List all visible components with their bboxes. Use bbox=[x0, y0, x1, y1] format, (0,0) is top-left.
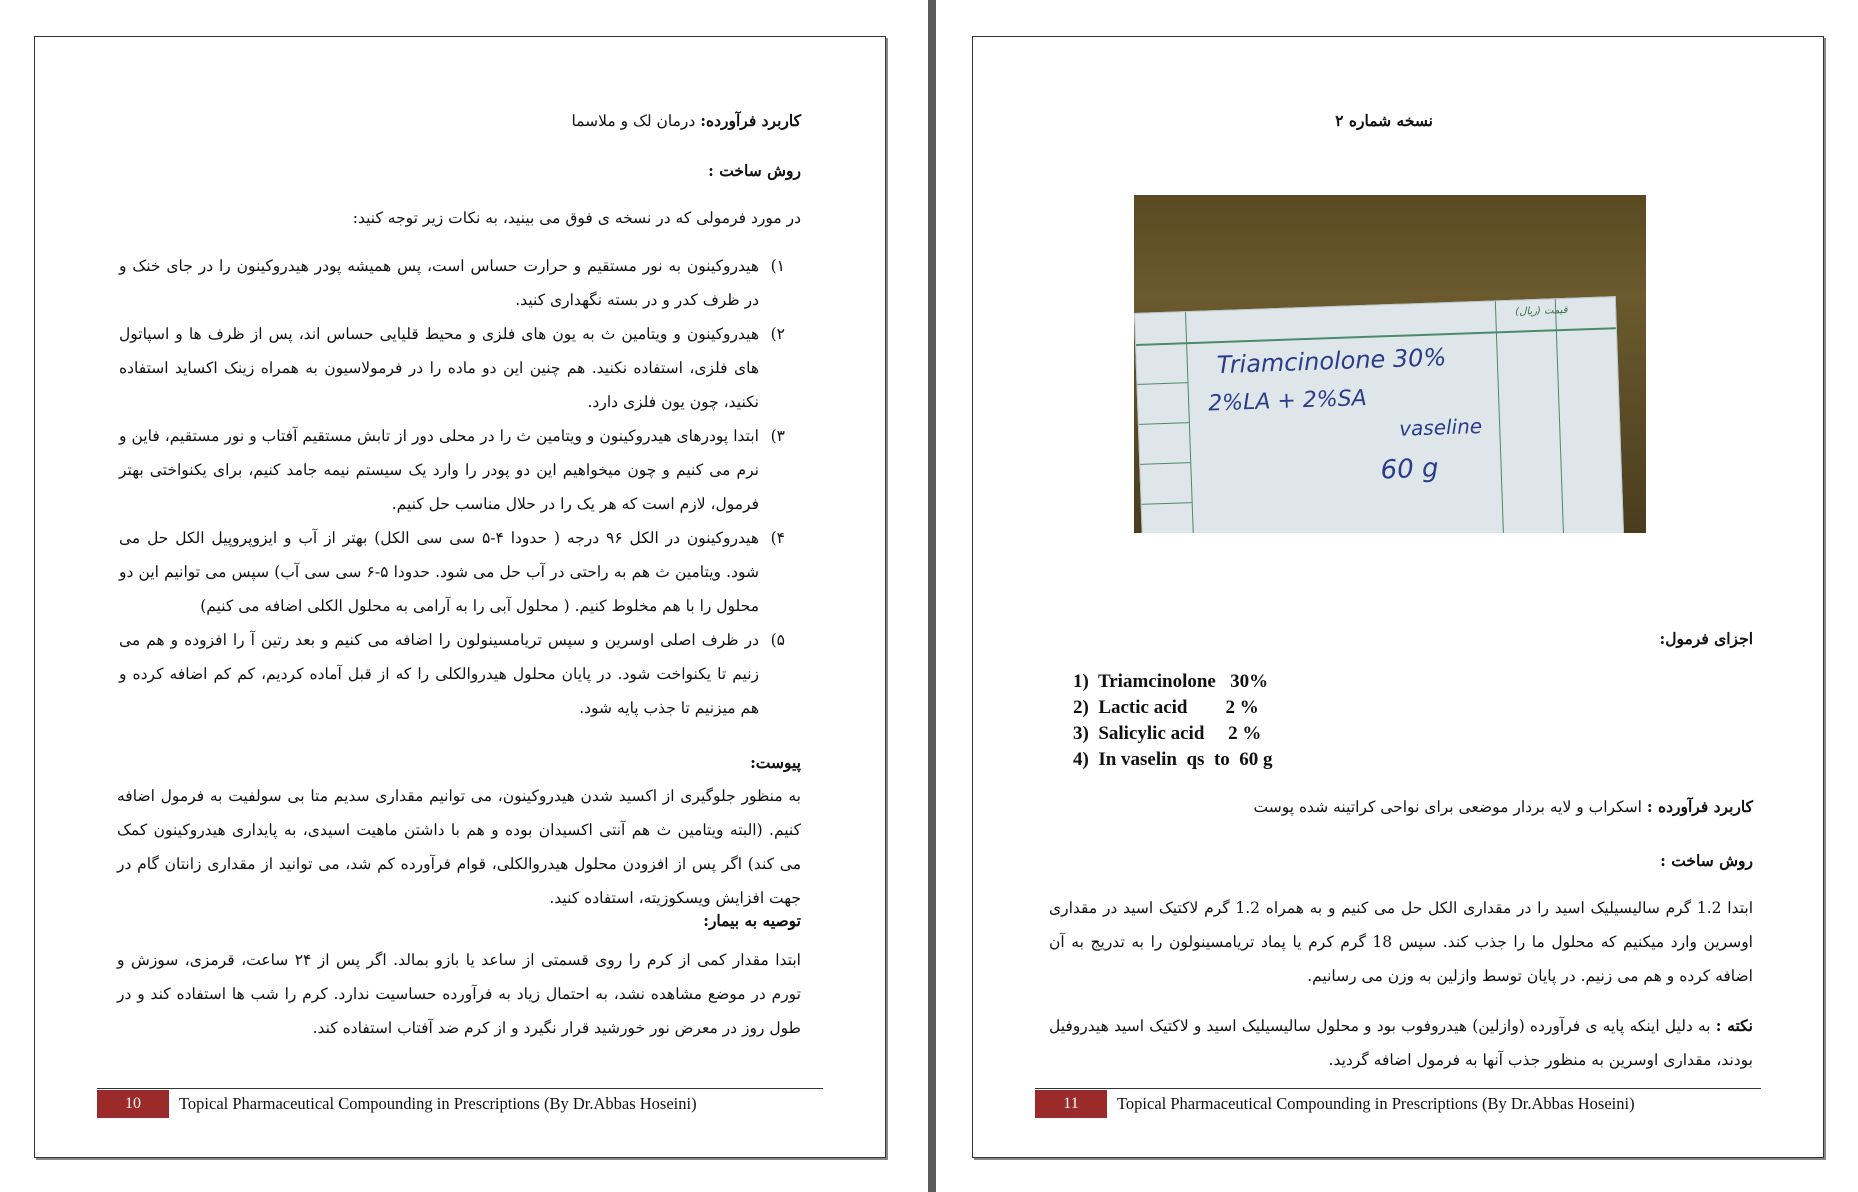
appendix-heading: پیوست: bbox=[750, 753, 801, 772]
prescription-photo bbox=[1134, 195, 1646, 533]
card-line bbox=[1137, 382, 1187, 385]
usage-text: اسکراب و لایه بردار موضعی برای نواحی کراتینه شده پوست bbox=[1253, 798, 1647, 816]
card-price-label: قیمت (ریال) bbox=[1515, 304, 1568, 318]
rx-ink-line-3: vaseline bbox=[1398, 413, 1483, 441]
usage-line bbox=[571, 111, 801, 130]
footer-text: Topical Pharmaceutical Compounding in Prescriptions (By Dr.Abbas Hoseini) bbox=[179, 1094, 697, 1113]
card-line bbox=[1139, 422, 1189, 425]
card-line bbox=[1495, 301, 1504, 533]
card-line bbox=[1555, 299, 1564, 533]
page-10 bbox=[34, 36, 886, 1158]
list-item-1 bbox=[119, 249, 785, 317]
usage-line bbox=[1253, 797, 1753, 816]
usage-label: کاربرد فرآورده : bbox=[1646, 797, 1753, 816]
page-number: 11 bbox=[1035, 1090, 1107, 1118]
list-text: ابتدا پودرهای هیدروکینون و ویتامین ث را در محلی دور از تابش مستقیم آفتاب و نور مستقیم، فاین و نرم می کنیم و چون میخواهیم این دو پودر را وارد یک سیستم نیمه جامد کنیم، برای یکنواختی بهتر فرمول، لازم است که هر یک را در حلال مناسب حل کنیم. bbox=[119, 427, 759, 513]
card-line bbox=[1142, 502, 1192, 505]
list-number: ۲) bbox=[770, 325, 785, 343]
usage-text: درمان لک و ملاسما bbox=[571, 112, 701, 130]
list-text: هیدروکینون به نور مستقیم و حرارت حساس است، پس همیشه پودر هیدروکینون را در جای خنک و در ظرف کدر و در بسته نگهداری کنید. bbox=[119, 257, 759, 309]
patient-text: ابتدا مقدار کمی از کرم را روی قسمتی از ساعد یا بازو بمالد. اگر پس از ۲۴ ساعت، قرمزی، سوزش و تورم در موضع مشاهده نشد، به احتمال زیاد به فرآورده حساسیت ندارد. کرم را شب ها استفاده کند و در طول روز در معرض نور خورشید قرار نگیرد و از کرم ضد آفتاب استفاده کند. bbox=[117, 951, 801, 1037]
list-item-4 bbox=[119, 521, 785, 623]
ingredient-2: 2) Lactic acid 2 % bbox=[1073, 697, 1259, 718]
ingredients-heading: اجزای فرمول: bbox=[1659, 629, 1753, 648]
appendix-text: به منظور جلوگیری از اکسید شدن هیدروکینون، می توانیم مقداری سدیم متا بی سولفیت به فرمول اضافه کنیم. (البته ویتامین ث هم آنتی اکسیدان بوده و هم با داشتن ماهیت اسیدی، به پایداری هیدروکینون کمک می کند) اگر پس از افزودن محلول هیدروالکلی، قوام فرآورده کم شد، می توانید از مقداری زانتان گام در جهت افزایش ویسکوزیته، استفاده کنید. bbox=[117, 787, 801, 907]
card-line bbox=[1136, 327, 1616, 346]
page-footer bbox=[1035, 1088, 1761, 1117]
method-heading: روش ساخت : bbox=[1660, 851, 1753, 870]
list-text: هیدروکینون و ویتامین ث به یون های فلزی و محیط قلیایی حساس اند، پس از ظرف ها و اسپاتول های فلزی، استفاده نکنید. هم چنین این دو ماده را در فرمولاسیون به همراه زینک اکساید استفاده نکنید، چون یون فلزی دارد. bbox=[119, 325, 759, 411]
list-number: ۴) bbox=[770, 529, 785, 547]
page-11 bbox=[972, 36, 1824, 1158]
note-paragraph bbox=[1049, 1009, 1753, 1077]
list-item-2 bbox=[119, 317, 785, 419]
list-number: ۱) bbox=[770, 257, 785, 275]
patient-heading: توصیه به بیمار: bbox=[703, 911, 801, 930]
method-heading: روش ساخت : bbox=[708, 161, 801, 180]
ingredient-3: 3) Salicylic acid 2 % bbox=[1073, 723, 1262, 744]
list-item-3 bbox=[119, 419, 785, 521]
ingredient-4: 4) In vaselin qs to 60 g bbox=[1073, 749, 1273, 770]
note-text: به دلیل اینکه پایه ی فرآورده (وازلین) هیدروفوب بود و محلول سالیسیلیک اسید و لاکتیک اسید هیدروفیل بودند، مقداری اوسرین به منظور جذب آنها به فرمول اضافه گردید. bbox=[1049, 1017, 1753, 1069]
book-spine bbox=[928, 0, 936, 1192]
list-text: هیدروکینون در الکل ۹۶ درجه ( حدودا ۴-۵ سی سی الکل) بهتر از آب و ایزوپروپیل الکل حل می شود. ویتامین ث هم به راحتی در آب حل می شود. حدودا ۵-۶ سی سی آب) سپس می توانیم این دو محلول را با هم مخلوط کنیم. ( محلول آبی را به آرامی به محلول الکلی اضافه می کنیم) bbox=[119, 529, 759, 615]
usage-label: کاربرد فرآورده: bbox=[700, 111, 801, 130]
list-item-5 bbox=[119, 623, 785, 725]
method-text: ابتدا 1.2 گرم سالیسیلیک اسید را در مقداری الکل حل می کنیم و به همراه 1.2 گرم لاکتیک اسید در مقداری اوسرین وارد میکنیم که محلول ما را جذب کند. سپس 18 گرم کرم یا پماد تریامسینولون را به تدریج به آن اضافه کرده و هم می زنیم. در پایان توسط وازلین به وزن می رسانیم. bbox=[1049, 899, 1753, 985]
note-label: نکته : bbox=[1715, 1016, 1753, 1035]
prescription-title: نسخه شماره ۲ bbox=[1335, 111, 1433, 130]
footer-text: Topical Pharmaceutical Compounding in Prescriptions (By Dr.Abbas Hoseini) bbox=[1117, 1094, 1635, 1113]
intro-text: در مورد فرمولی که در نسخه ی فوق می بینید، به نکات زیر توجه کنید: bbox=[352, 209, 801, 227]
list-text: در ظرف اصلی اوسرین و سپس تریامسینولون را اضافه می کنیم و بعد رتین آ را افزوده و هم می زنیم تا یکنواخت شود. در پایان محلول هیدروالکلی را که از قبل آماده کردیم، کم کم اضافه کرده و هم میزنیم تا جذب پایه شود. bbox=[119, 631, 759, 717]
page-footer bbox=[97, 1088, 823, 1117]
rx-ink-line-4: 60 g bbox=[1380, 453, 1439, 486]
rx-ink-line-2: 2%LA + 2%SA bbox=[1207, 385, 1368, 417]
rx-ink-line-1: Triamcinolone 30% bbox=[1216, 343, 1447, 380]
list-number: ۳) bbox=[770, 427, 785, 445]
ingredient-1: 1) Triamcinolone 30% bbox=[1073, 671, 1269, 692]
card-line bbox=[1140, 462, 1190, 465]
page-number: 10 bbox=[97, 1090, 169, 1118]
list-number: ۵) bbox=[770, 631, 785, 649]
prescription-card bbox=[1134, 296, 1624, 533]
